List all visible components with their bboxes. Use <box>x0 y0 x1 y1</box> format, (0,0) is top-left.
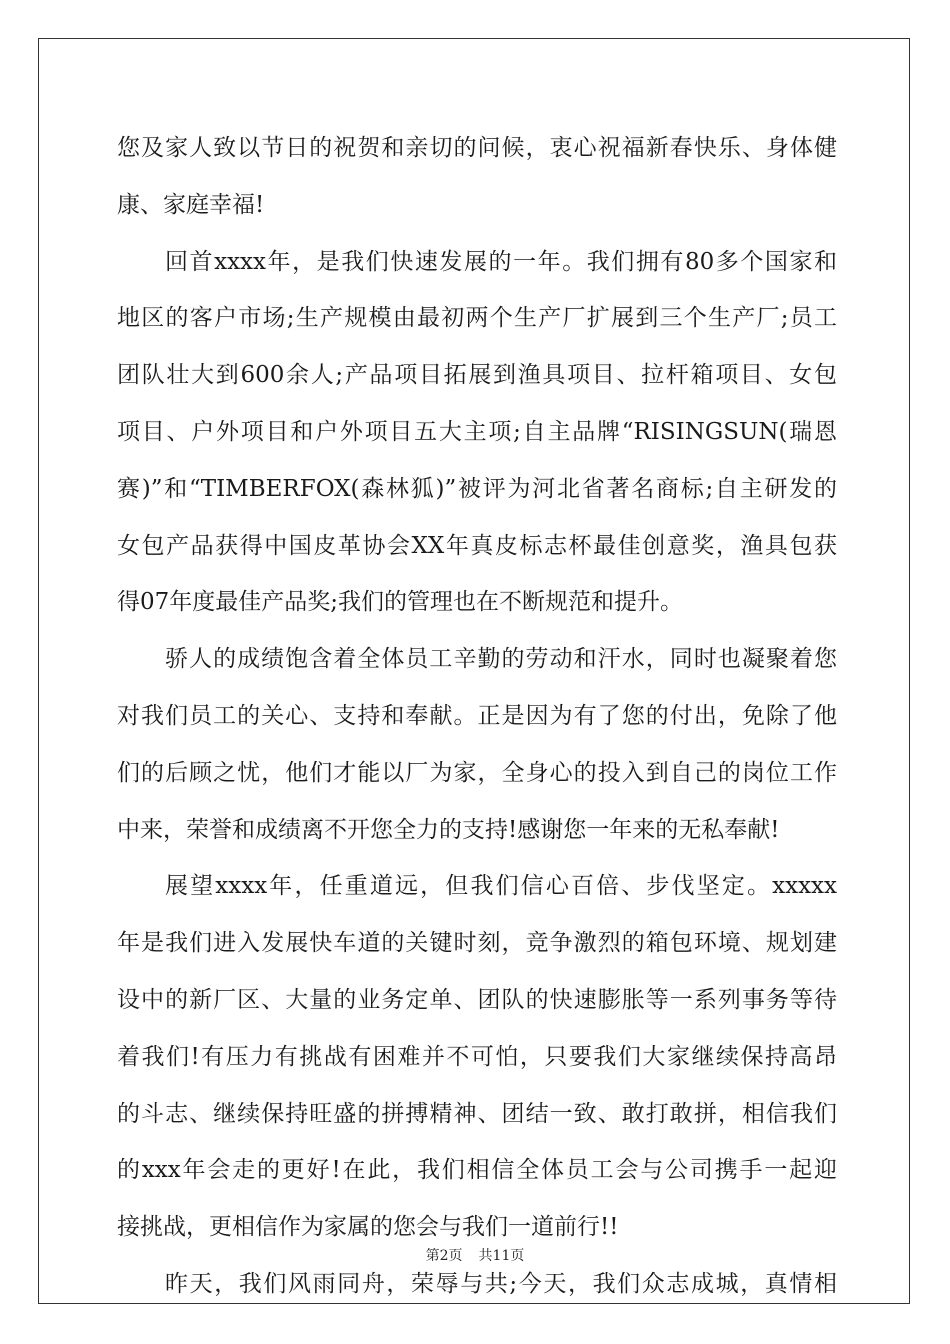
paragraph-first-line: 昨天，我们风雨同舟，荣辱与共;今天，我们众志成城，真情相 <box>165 1270 837 1297</box>
page-number: 第2页 <box>425 1248 463 1264</box>
text-line: 康、家庭幸福! <box>117 191 265 218</box>
text-line: 女包产品获得中国皮革协会XX年真皮标志杯最佳创意奖，渔具包获 <box>117 532 837 559</box>
text-line: 赛)”和“TIMBERFOX(森林狐)”被评为河北省著名商标;自主研发的 <box>117 475 837 502</box>
page-total: 共11页 <box>478 1248 525 1264</box>
text-line: 接挑战，更相信作为家属的您会与我们一道前行!! <box>117 1214 619 1241</box>
text-line: 们的后顾之忧，他们才能以厂为家，全身心的投入到自己的岗位工作 <box>117 759 837 786</box>
text-line: 团队壮大到600余人;产品项目拓展到渔具项目、拉杆箱项目、女包 <box>117 362 837 389</box>
text-line: 对我们员工的关心、支持和奉献。正是因为有了您的付出，免除了他 <box>117 702 837 729</box>
text-line: 年是我们进入发展快车道的关键时刻，竞争激烈的箱包环境、规划建 <box>117 930 837 957</box>
text-line: 中来，荣誉和成绩离不开您全力的支持!感谢您一年来的无私奉献! <box>117 816 780 843</box>
text-line: 得07年度最佳产品奖;我们的管理也在不断规范和提升。 <box>117 589 684 616</box>
document-body <box>117 120 837 1313</box>
text-line: 您及家人致以节日的祝贺和亲切的问候，衷心祝福新春快乐、身体健 <box>117 135 837 161</box>
paragraph-first-line: 回首xxxx年，是我们快速发展的一年。我们拥有80多个国家和 <box>165 248 837 275</box>
text-line: 着我们!有压力有挑战有困难并不可怕，只要我们大家继续保持高昂 <box>117 1043 837 1070</box>
text-line: 的斗志、继续保持旺盛的拼搏精神、团结一致、敢打敢拼，相信我们 <box>117 1100 837 1127</box>
text-line: 设中的新厂区、大量的业务定单、团队的快速膨胀等一系列事务等待 <box>117 986 837 1013</box>
paragraph-first-line: 展望xxxx年，任重道远，但我们信心百倍、步伐坚定。xxxxx <box>165 873 837 900</box>
page-footer <box>0 1245 950 1265</box>
text-line: 地区的客户市场;生产规模由最初两个生产厂扩展到三个生产厂;员工 <box>117 305 837 332</box>
text-line: 的xxx年会走的更好!在此，我们相信全体员工会与公司携手一起迎 <box>117 1157 837 1184</box>
paragraph-first-line: 骄人的成绩饱含着全体员工辛勤的劳动和汗水，同时也凝聚着您 <box>165 646 837 673</box>
text-line: 项目、户外项目和户外项目五大主项;自主品牌“RISINGSUN(瑞恩 <box>117 418 837 445</box>
